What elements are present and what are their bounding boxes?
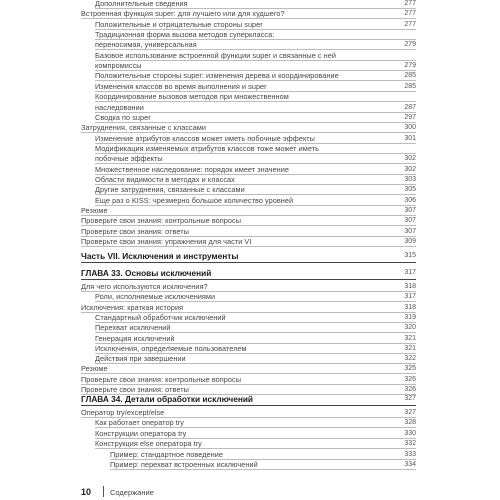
toc-entry-page: 303 bbox=[404, 175, 416, 183]
toc-entry-title: Исключения: краткая история bbox=[81, 302, 184, 312]
toc-entry bbox=[0, 236, 500, 247]
toc-entry-title: Перехват исключений bbox=[95, 323, 171, 333]
footer-divider bbox=[103, 486, 104, 497]
toc-entry-title: Резюме bbox=[81, 364, 108, 374]
toc-entry bbox=[0, 459, 500, 470]
toc-entry-title: компромиссы bbox=[95, 61, 142, 71]
toc-entry bbox=[0, 184, 500, 195]
toc-entry-page: 307 bbox=[404, 207, 416, 214]
toc-entry bbox=[0, 60, 500, 71]
toc-entry-page: 285 bbox=[404, 72, 416, 80]
toc-entry-page: 321 bbox=[404, 344, 416, 352]
toc-entry bbox=[0, 407, 500, 418]
toc-entry bbox=[0, 153, 500, 164]
toc-entry-title: Множественное наследование: порядок имеет значение bbox=[95, 164, 289, 174]
toc-entry-page: 327 bbox=[404, 409, 416, 416]
toc-entry-title: Пример: стандартное поведение bbox=[110, 449, 223, 459]
toc-entry-page: 285 bbox=[404, 82, 416, 90]
toc-entry-page: 305 bbox=[404, 186, 416, 194]
page-number: 10 bbox=[81, 487, 92, 497]
toc-entry bbox=[0, 215, 500, 226]
toc-entry-title: Дополнительные сведения bbox=[95, 0, 188, 8]
toc-entry-title: наследовании bbox=[95, 102, 144, 112]
toc-entry-title: Базовое использование встроенной функции super и связанные с ней bbox=[95, 50, 336, 60]
toc-entry-title: Стандартный обработчик исключений bbox=[95, 312, 226, 322]
toc-entry-page: 302 bbox=[404, 165, 416, 173]
toc-entry-title: побочные эффекты bbox=[95, 154, 163, 164]
toc-entry-page: 279 bbox=[404, 62, 416, 70]
toc-entry-page: 307 bbox=[404, 227, 416, 235]
toc-entry-page: 332 bbox=[404, 440, 416, 448]
toc-entry-page: 326 bbox=[404, 386, 416, 393]
toc-entry-page: 277 bbox=[404, 0, 416, 7]
toc-entry-page: 328 bbox=[404, 419, 416, 427]
toc-entry bbox=[0, 428, 500, 439]
toc-entry-page: 309 bbox=[404, 238, 416, 246]
chapter-33-rule bbox=[81, 279, 416, 280]
toc-entry-title: Конструкция else оператора try bbox=[95, 439, 202, 449]
toc-entry bbox=[0, 102, 500, 113]
toc-entry-page: 320 bbox=[404, 324, 416, 332]
toc-entry bbox=[0, 91, 500, 102]
toc-entry-title: Роли, исполняемые исключениями bbox=[95, 292, 216, 302]
toc-entry-page: 326 bbox=[404, 375, 416, 383]
toc-entry bbox=[0, 19, 500, 30]
toc-entry-page: 297 bbox=[404, 113, 416, 121]
toc-entry-title: Модификация изменяемых атрибутов классов тоже может иметь bbox=[95, 143, 319, 153]
toc-entry-title: переносимая, универсальная bbox=[95, 40, 197, 50]
toc-entry-title: Действия при завершении bbox=[95, 354, 186, 364]
toc-entry-title: Для чего используются исключения? bbox=[81, 282, 208, 291]
toc-entry-title: Другие затруднения, связанные с классами bbox=[95, 185, 245, 195]
toc-entry-page: 277 bbox=[404, 20, 416, 28]
toc-entry bbox=[0, 174, 500, 185]
toc-entry-page: 319 bbox=[404, 313, 416, 321]
toc-entry-title: Проверьте свои знания: ответы bbox=[81, 385, 189, 394]
toc-entry-page: 287 bbox=[404, 103, 416, 111]
running-footer-label: Содержание bbox=[110, 488, 154, 497]
toc-entry-title: Координирование вызовов методов при множественном bbox=[95, 92, 289, 102]
toc-entry bbox=[0, 195, 500, 206]
toc-entry-title: Изменение атрибутов классов может иметь побочные эффекты bbox=[95, 133, 315, 143]
toc-entry-page: 301 bbox=[404, 134, 416, 142]
toc-entry bbox=[0, 417, 500, 428]
toc-entry-page: 333 bbox=[404, 450, 416, 458]
toc-entry-title: Проверьте свои знания: контрольные вопросы bbox=[81, 374, 241, 384]
toc-entry-title: Еще раз о KISS: чрезмерно большое количество уровней bbox=[95, 195, 294, 205]
toc-entry-title: Встроенная функция super: для лучшего или для худшего? bbox=[81, 9, 285, 19]
toc-entry-title: Резюме bbox=[81, 206, 108, 215]
toc-entry-page: 300 bbox=[404, 124, 416, 132]
toc-entry-page: 318 bbox=[404, 303, 416, 311]
toc-entry-title: Исключения, определяемые пользователем bbox=[95, 343, 247, 353]
toc-entry bbox=[0, 143, 500, 154]
toc-entry-title: Проверьте свои знания: ответы bbox=[81, 226, 189, 236]
toc-entry bbox=[0, 50, 500, 61]
toc-entry-page: 325 bbox=[404, 365, 416, 373]
toc-entry-page: 318 bbox=[404, 283, 416, 290]
part-heading: Часть VII. Исключения и инструменты bbox=[81, 251, 239, 261]
toc-entry-title: Изменения классов во время выполнения и super bbox=[95, 81, 267, 91]
toc-entry bbox=[0, 122, 500, 133]
toc-entry-title: Области видимости в методах и классах bbox=[95, 174, 235, 184]
toc-entry-title: Проверьте свои знания: упражнения для части VI bbox=[81, 237, 252, 247]
toc-entry-title: Положительные и отрицательные стороны super bbox=[95, 19, 263, 29]
chapter-34-rule bbox=[81, 405, 416, 406]
part-heading-page: 315 bbox=[404, 252, 416, 259]
toc-entry-title: Генерация исключений bbox=[95, 333, 175, 343]
toc-entry-page: 317 bbox=[404, 293, 416, 301]
toc-entry-title: Оператор try/except/else bbox=[81, 408, 165, 417]
toc-entry-page: 334 bbox=[404, 461, 416, 468]
toc-entry bbox=[0, 112, 500, 123]
part-heading-rule bbox=[81, 262, 416, 263]
toc-entry-page: 277 bbox=[404, 10, 416, 18]
toc-entry bbox=[0, 133, 500, 144]
toc-entry bbox=[0, 70, 500, 81]
toc-entry-title: Конструкции оператора try bbox=[95, 428, 187, 438]
toc-entry-page: 306 bbox=[404, 196, 416, 204]
toc-entry-page: 330 bbox=[404, 429, 416, 437]
toc-entry-page: 279 bbox=[404, 41, 416, 49]
toc-entry bbox=[0, 164, 500, 175]
chapter-33-heading: ГЛАВА 33. Основы исключений bbox=[81, 268, 212, 278]
chapter-34-page: 327 bbox=[404, 395, 416, 402]
toc-entry-title: Сводка по super bbox=[95, 112, 151, 122]
toc-entry-title: Как работает оператор try bbox=[95, 418, 185, 428]
toc-entry-page: 302 bbox=[404, 155, 416, 163]
toc-entry-title: Пример: перехват встроенных исключений bbox=[110, 460, 258, 469]
toc-entry-title: Традиционная форма вызова методов суперкласса: bbox=[95, 30, 275, 40]
toc-entry bbox=[0, 205, 500, 216]
toc-entry bbox=[0, 449, 500, 460]
toc-entry bbox=[0, 81, 500, 92]
toc-entry-title: Положительные стороны super: изменения дерева и координирование bbox=[95, 71, 339, 81]
toc-entry-page: 307 bbox=[404, 217, 416, 225]
chapter-34-heading: ГЛАВА 34. Детали обработки исключений bbox=[81, 394, 254, 404]
toc-entry bbox=[0, 39, 500, 50]
toc-entry bbox=[0, 29, 500, 40]
toc-entry-title: Проверьте свои знания: контрольные вопросы bbox=[81, 216, 241, 226]
chapter-33-page: 317 bbox=[404, 269, 416, 276]
toc-entry bbox=[0, 226, 500, 237]
toc-entry-title: Затруднения, связанные с классами bbox=[81, 123, 207, 133]
toc-entry bbox=[0, 438, 500, 449]
toc-entry-page: 322 bbox=[404, 355, 416, 363]
toc-entry bbox=[0, 8, 500, 19]
toc-entry-page: 321 bbox=[404, 334, 416, 342]
